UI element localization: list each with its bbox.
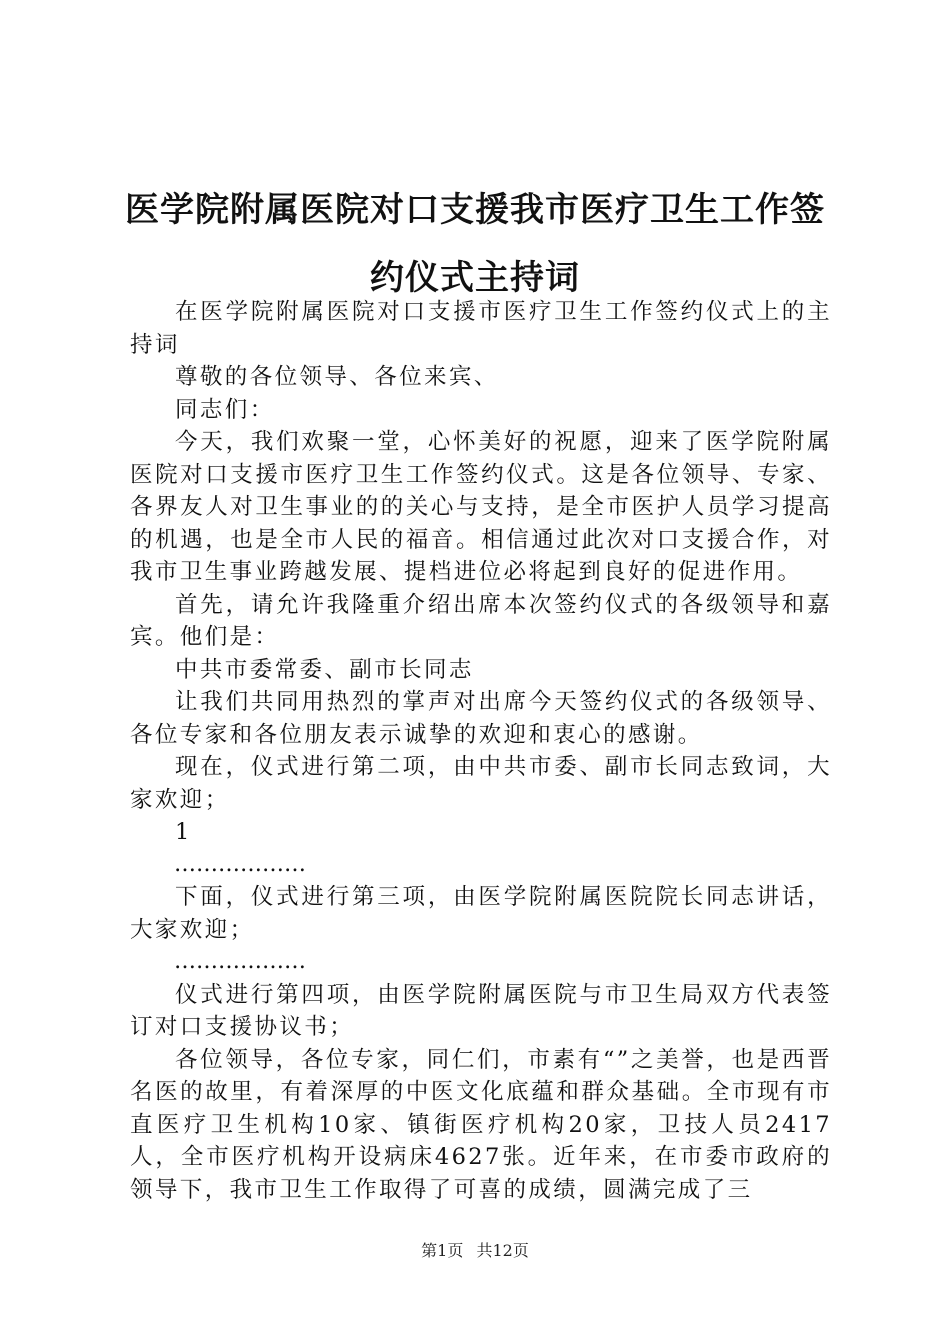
paragraph-heading: 在医学院附属医院对口支援市医疗卫生工作签约仪式上的主持词 <box>130 299 832 358</box>
document-body <box>130 296 832 1206</box>
page-total: 共12页 <box>476 1241 529 1260</box>
paragraph-number: 1 <box>175 819 192 845</box>
paragraph-item-three: 下面，仪式进行第三项，由医学院附属医院院长同志讲话，大家欢迎； <box>130 884 832 943</box>
paragraph-speech: 各位领导，各位专家，同仁们，市素有“”之美誉，也是西晋名医的故里，有着深厚的中医文化底蕴和群众基础。全市现有市直医疗卫生机构10家、镇街医疗机构20家，卫技人员2417人，全市医疗机构开设病床4627张。近年来，在市委市政府的领导下，我市卫生工作取得了可喜的成绩，圆满完成了三 <box>130 1046 832 1203</box>
document-title: 医学院附属医院对口支援我市医疗卫生工作签约仪式主持词 <box>125 190 825 298</box>
paragraph-ellipsis: ……………… <box>174 851 306 877</box>
paragraph-item-two: 现在，仪式进行第二项，由中共市委、副市长同志致词，大家欢迎； <box>130 754 832 813</box>
page-footer <box>0 1240 950 1262</box>
paragraph-salutation-2: 同志们： <box>175 396 275 423</box>
paragraph-salutation: 尊敬的各位领导、各位来宾、 <box>175 364 499 390</box>
paragraph-thanks: 让我们共同用热烈的掌声对出席今天签约仪式的各级领导、各位专家和各位朋友表示诚挚的欢迎和衷心的感谢。 <box>130 689 832 748</box>
paragraph-introduction: 首先，请允许我隆重介绍出席本次签约仪式的各级领导和嘉宾。他们是： <box>130 591 832 650</box>
paragraph-ellipsis-2: ……………… <box>174 949 306 974</box>
paragraph-guest: 中共市委常委、副市长同志 <box>175 656 474 683</box>
paragraph-item-four: 仪式进行第四项，由医学院附属医院与市卫生局双方代表签订对口支援协议书； <box>130 981 832 1040</box>
paragraph-opening: 今天，我们欢聚一堂，心怀美好的祝愿，迎来了医学院附属医院对口支援市医疗卫生工作签约仪式。这是各位领导、专家、各界友人对卫生事业的的关心与支持，是全市医护人员学习提高的机遇，也是全市人民的福音。相信通过此次对口支援合作，对我市卫生事业跨越发展、提档进位必将起到良好的促进作用。 <box>130 429 832 585</box>
page-number: 第1页 <box>421 1241 464 1260</box>
